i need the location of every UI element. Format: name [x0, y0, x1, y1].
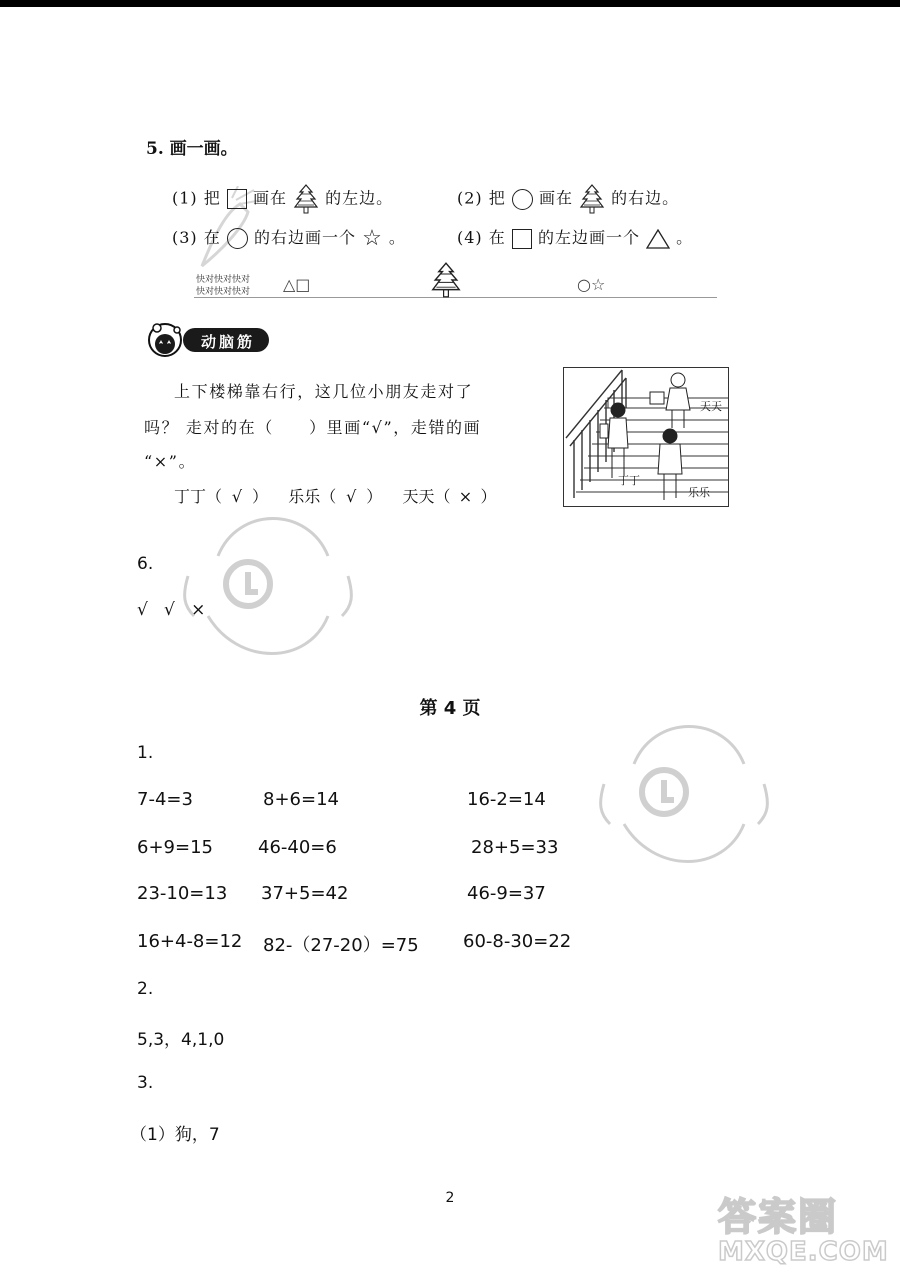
- brain-badge-label: 动脑筋: [201, 333, 256, 351]
- answer-mark: √: [231, 487, 243, 506]
- brain-text-line-1: 上下楼梯靠右行，这几位小朋友走对了: [174, 382, 474, 401]
- tree-icon: [293, 184, 319, 214]
- top-border: [0, 0, 900, 7]
- section-1-number: 1.: [137, 743, 154, 763]
- watermark-emblem-icon: [594, 704, 774, 884]
- answer-mark: ×: [458, 487, 473, 506]
- tree-icon: [579, 184, 605, 214]
- equation: 60-8-30=22: [463, 931, 572, 952]
- site-watermark: [718, 1186, 898, 1276]
- answer-left: △□: [283, 275, 311, 294]
- small-watermark-line-2: 快对快对快对: [196, 287, 251, 297]
- equation: 23-10=13: [137, 883, 228, 904]
- q5-item-3-mid: 的右边画一个: [253, 228, 356, 247]
- q5-item-3-num: (3): [172, 228, 198, 247]
- label-dingding: 丁丁: [618, 474, 640, 487]
- section-2-answer: 5,3，4,1,0: [137, 1030, 225, 1050]
- q6-number: 6.: [137, 554, 154, 574]
- site-watermark-title: 答案圈: [718, 1195, 839, 1239]
- q5-item-2: [457, 184, 679, 214]
- equation: 37+5=42: [261, 883, 349, 904]
- answer-mark: √: [346, 487, 357, 506]
- answer-name: 天天: [402, 487, 435, 506]
- page4-heading: 第 4 页: [419, 698, 481, 719]
- q5-item-1-post: 的左边。: [325, 188, 394, 208]
- page-number: 2: [445, 1190, 455, 1206]
- section-3-number: 3.: [137, 1073, 154, 1093]
- brain-text-line-3: “×”。: [144, 452, 197, 471]
- q5-item-1-num: (1): [172, 188, 198, 208]
- small-watermark-text: [196, 274, 250, 298]
- q5-item-3-post: 。: [388, 228, 406, 247]
- q5-item-4-pre: 在: [488, 228, 506, 247]
- q5-item-4-mid: 的左边画一个: [537, 228, 640, 247]
- brain-badge: [143, 318, 271, 358]
- label-lele: 乐乐: [688, 486, 710, 499]
- q5-item-3-pre: 在: [203, 228, 221, 247]
- q5-title: 5. 画一画。: [146, 139, 238, 159]
- equation: 16+4-8=12: [137, 931, 243, 952]
- equation: 16-2=14: [467, 789, 546, 810]
- tree-icon: [430, 262, 462, 298]
- carrot-watermark-icon: [196, 186, 266, 276]
- brain-text-line-2: 吗？ 走对的在（ ）里画“√”，走错的画: [144, 418, 482, 437]
- triangle-outline-icon: [646, 229, 670, 249]
- equation: 28+5=33: [471, 837, 559, 858]
- section-2-number: 2.: [137, 979, 154, 999]
- q5-item-2-num: (2): [457, 188, 483, 208]
- section-3-answer: （1）狗，7: [130, 1125, 220, 1145]
- equation: 6+9=15: [137, 837, 213, 858]
- q5-item-2-mid: 画在: [538, 188, 573, 208]
- equation: 7-4=3: [137, 789, 193, 810]
- equation: 8+6=14: [263, 789, 339, 810]
- label-tiantian: 天天: [700, 400, 722, 413]
- small-watermark-line-1: 快对快对快对: [196, 275, 251, 285]
- q6-marks: √ √ ×: [137, 600, 206, 620]
- answer-right: ○☆: [577, 275, 606, 294]
- q5-item-2-pre: 把: [488, 188, 506, 208]
- site-watermark-url: MXQE.COM: [718, 1237, 889, 1267]
- answer-name: 乐乐: [288, 487, 321, 506]
- q5-item-4-num: (4): [457, 228, 483, 247]
- equation: 82-（27-20）=75: [263, 935, 419, 956]
- stairs-illustration: [563, 367, 729, 507]
- brain-answers: 丁丁（ √ ） 乐乐（ √ ） 天天（ × ）: [174, 487, 497, 506]
- q5-item-2-post: 的右边。: [611, 188, 680, 208]
- star-outline-icon: ☆: [362, 226, 383, 251]
- equation: 46-9=37: [467, 883, 546, 904]
- watermark-emblem-icon: [178, 496, 358, 676]
- square-icon: [512, 229, 532, 249]
- q5-item-1-mid: 画在: [252, 188, 287, 208]
- q5-item-4: [457, 225, 693, 249]
- answer-name: 丁丁: [174, 487, 207, 506]
- q5-item-4-post: 。: [676, 228, 694, 247]
- equation: 46-40=6: [258, 837, 337, 858]
- circle-icon: [512, 189, 533, 210]
- q5-item-1-pre: 把: [203, 188, 221, 208]
